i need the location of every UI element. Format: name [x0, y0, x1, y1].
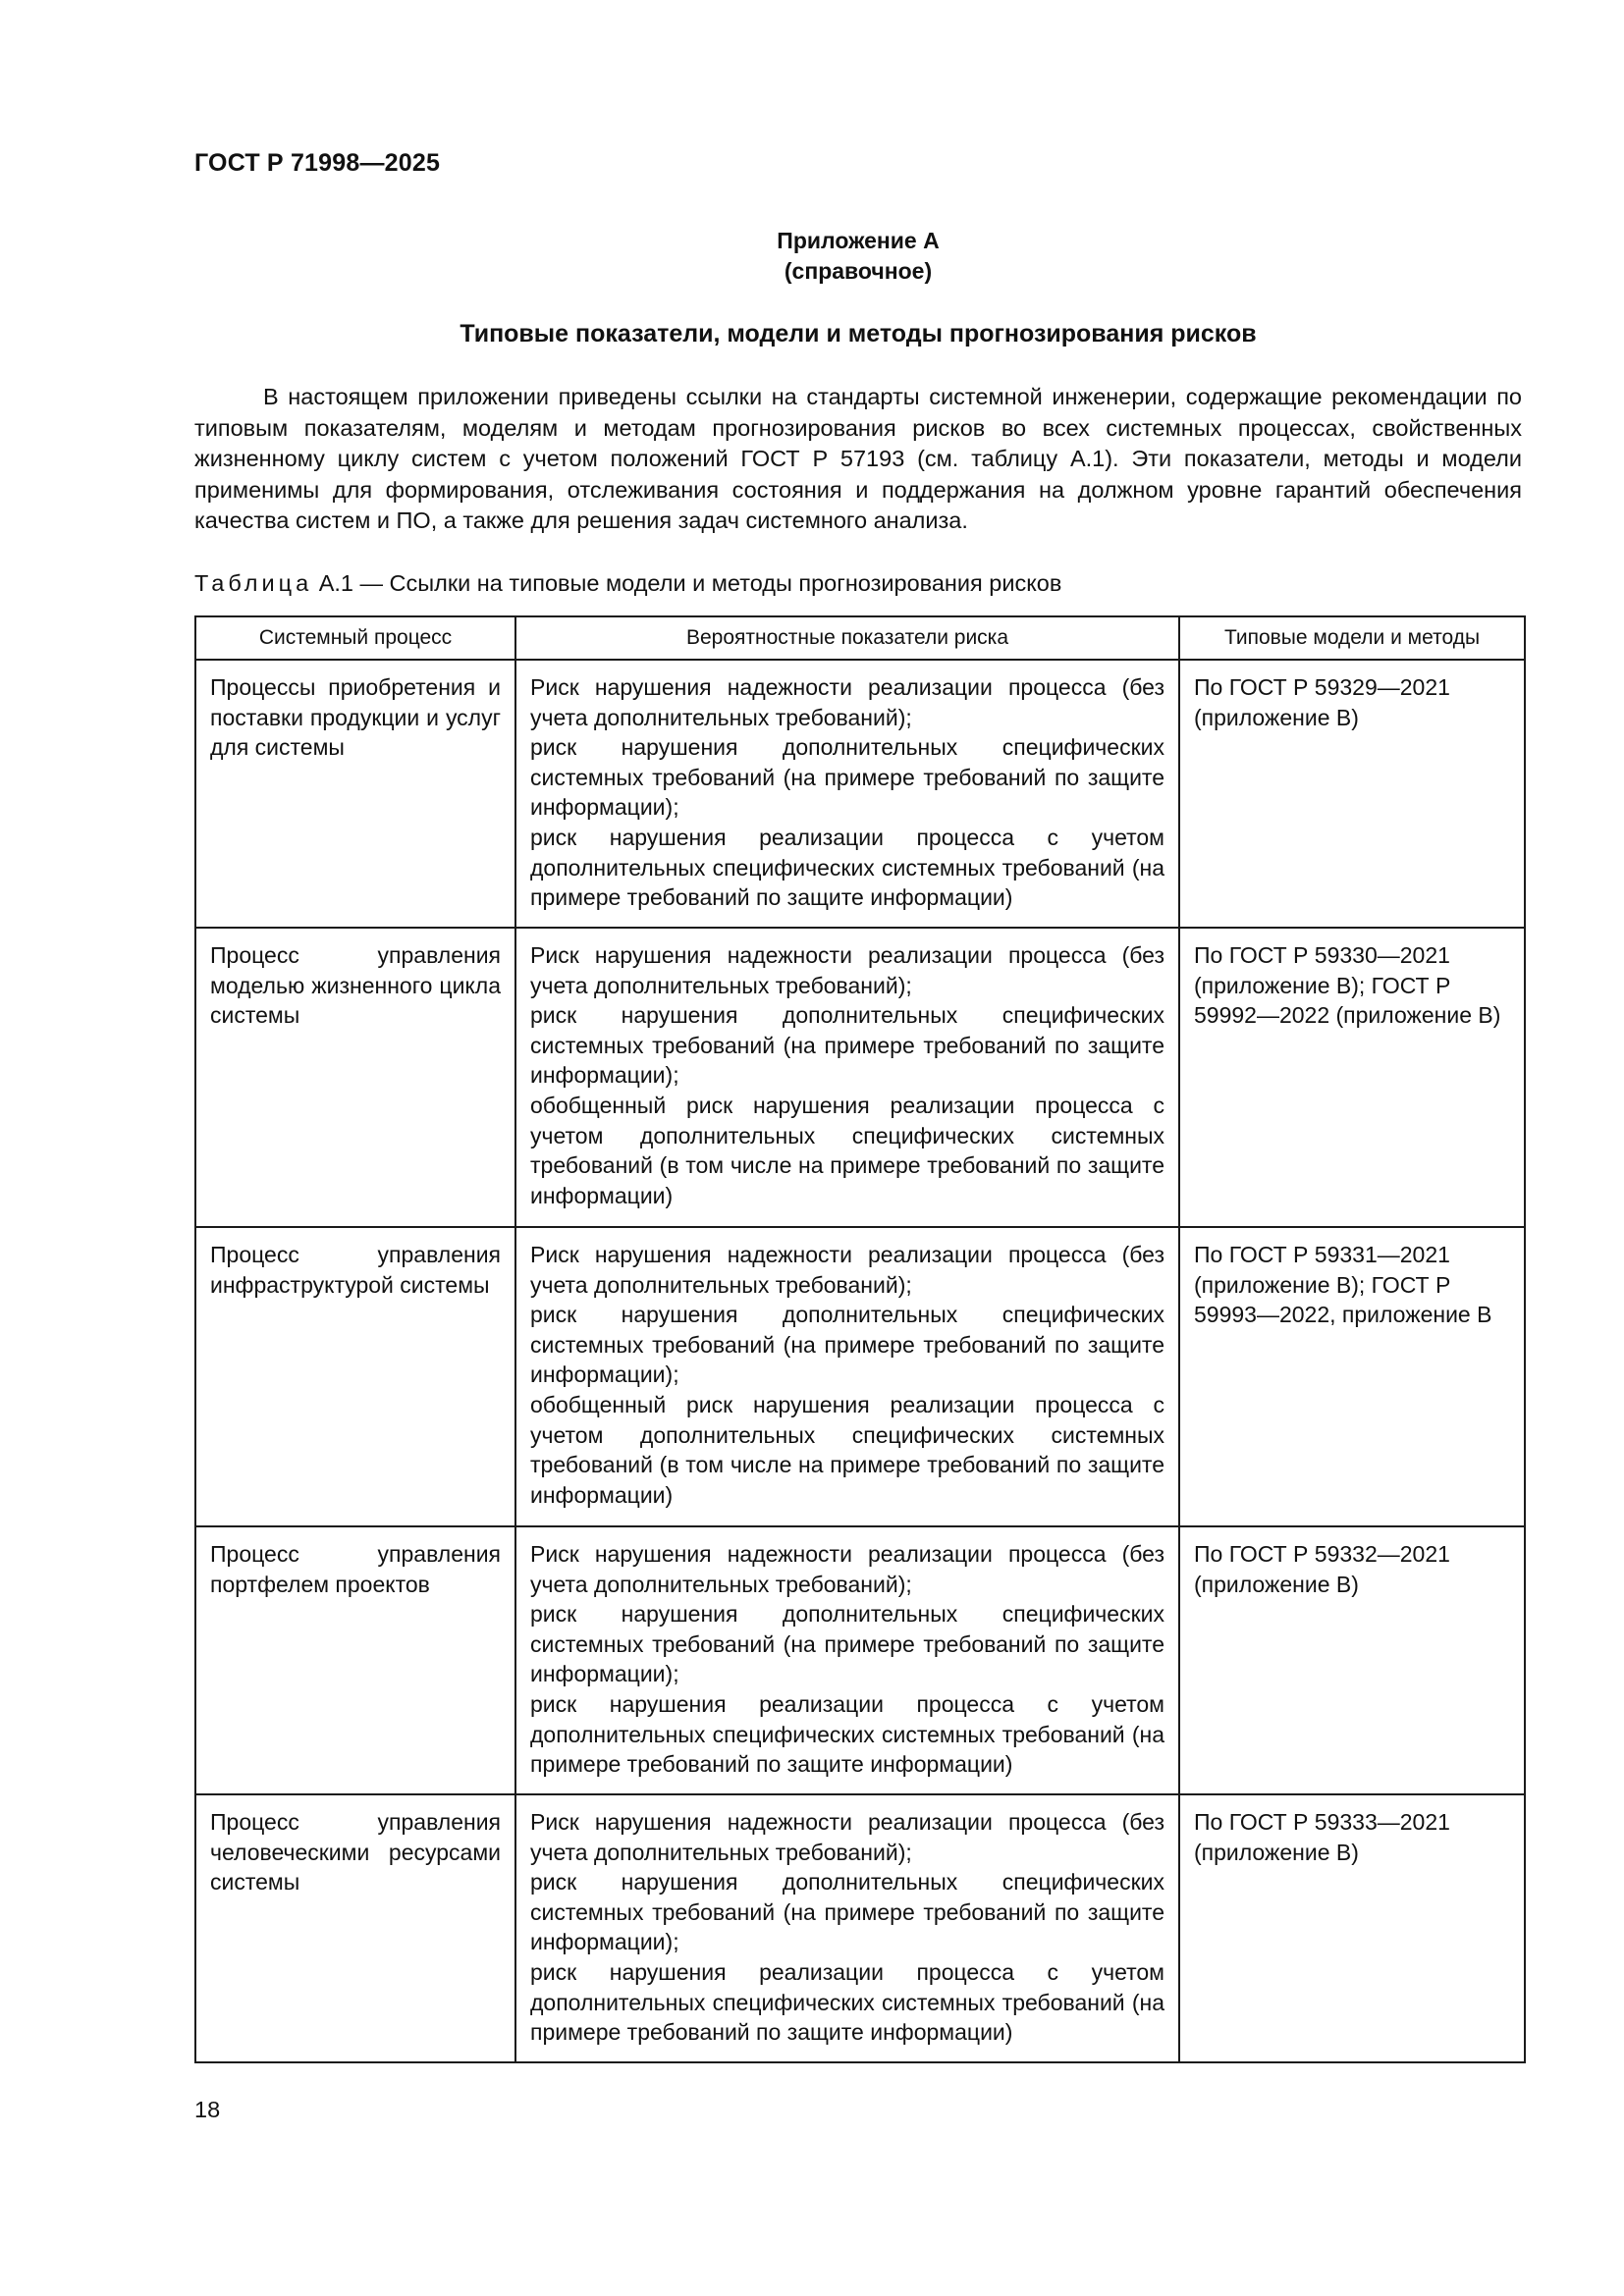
methods-cell: По ГОСТ Р 59332—2021 (приложение В)	[1179, 1526, 1525, 1794]
indicators-cell	[515, 928, 1179, 1227]
indicator-line: Риск нарушения надежности реализации процесса (без учета дополнительных требований);	[530, 674, 1164, 730]
appendix-heading: Типовые показатели, модели и методы прогнозирования рисков	[460, 320, 1257, 347]
indicator-line: Риск нарушения надежности реализации процесса (без учета дополнительных требований);	[530, 942, 1164, 998]
risk-references-table	[194, 615, 1526, 2063]
header-system-process: Системный процесс	[195, 616, 515, 660]
appendix-status: (справочное)	[784, 258, 933, 284]
indicator-line: риск нарушения реализации процесса с учетом дополнительных специфических системных требований (на примере требований по защите информации)	[530, 1958, 1164, 2046]
indicator-line: риск нарушения дополнительных специфических системных требований (на примере требований по защите информации);	[530, 734, 1164, 821]
methods-cell: По ГОСТ Р 59329—2021 (приложение В)	[1179, 660, 1525, 928]
indicator-line: Риск нарушения надежности реализации процесса (без учета дополнительных требований);	[530, 1541, 1164, 1597]
header-models-methods: Типовые модели и методы	[1179, 616, 1525, 660]
process-cell: Процесс управления человеческими ресурсами системы	[195, 1794, 515, 2062]
process-cell: Процесс управления портфелем проектов	[195, 1526, 515, 1794]
document-code: ГОСТ Р 71998—2025	[194, 149, 441, 177]
table-row	[195, 1526, 1525, 1794]
table-caption-text: А.1 — Ссылки на типовые модели и методы прогнозирования рисков	[318, 570, 1062, 596]
page-number: 18	[194, 2097, 221, 2122]
table-caption-label: Таблица	[194, 570, 313, 596]
table-header-row	[195, 616, 1525, 660]
indicator-line: риск нарушения дополнительных специфических системных требований (на примере требований по защите информации);	[530, 1302, 1164, 1388]
process-cell: Процесс управления инфраструктурой системы	[195, 1227, 515, 1526]
table-row	[195, 660, 1525, 928]
table-body	[195, 660, 1525, 2062]
header-risk-indicators: Вероятностные показатели риска	[515, 616, 1179, 660]
process-cell: Процессы приобретения и поставки продукции и услуг для системы	[195, 660, 515, 928]
indicators-cell	[515, 1526, 1179, 1794]
indicators-cell	[515, 1794, 1179, 2062]
indicator-line: Риск нарушения надежности реализации процесса (без учета дополнительных требований);	[530, 1809, 1164, 1865]
appendix-title: Приложение А	[777, 228, 940, 253]
indicator-line: риск нарушения дополнительных специфических системных требований (на примере требований по защите информации);	[530, 1002, 1164, 1089]
indicator-line: Риск нарушения надежности реализации процесса (без учета дополнительных требований);	[530, 1242, 1164, 1298]
methods-cell: По ГОСТ Р 59330—2021 (приложение В); ГОСТ Р 59992—2022 (приложение В)	[1179, 928, 1525, 1227]
methods-cell: По ГОСТ Р 59331—2021 (приложение В); ГОСТ Р 59993—2022, приложение В	[1179, 1227, 1525, 1526]
indicator-line: риск нарушения дополнительных специфических системных требований (на примере требований по защите информации);	[530, 1601, 1164, 1687]
indicator-line: риск нарушения реализации процесса с учетом дополнительных специфических системных требований (на примере требований по защите информации)	[530, 824, 1164, 911]
intro-paragraph: В настоящем приложении приведены ссылки на стандарты системной инженерии, содержащие рекомендации по типовым показателям, моделям и методам прогнозирования рисков во всех системных процессах, свойственных жизненному циклу систем с учетом положений ГОСТ Р 57193 (см. таблицу А.1). Эти показатели, методы и модели применимы для формирования, отслеживания состояния и поддержания на должном уровне гарантий обеспечения качества систем и ПО, а также для решения задач системного анализа.	[194, 384, 1522, 533]
indicator-line: риск нарушения реализации процесса с учетом дополнительных специфических системных требований (на примере требований по защите информации)	[530, 1690, 1164, 1778]
table-row	[195, 928, 1525, 1227]
indicator-line: обобщенный риск нарушения реализации процесса с учетом дополнительных специфических системных требований (в том числе на примере требований по защите информации)	[530, 1092, 1164, 1208]
process-cell: Процесс управления моделью жизненного цикла системы	[195, 928, 515, 1227]
indicator-line: риск нарушения дополнительных специфических системных требований (на примере требований по защите информации);	[530, 1869, 1164, 1955]
table-row	[195, 1227, 1525, 1526]
indicator-line: обобщенный риск нарушения реализации процесса с учетом дополнительных специфических системных требований (в том числе на примере требований по защите информации)	[530, 1391, 1164, 1508]
table-row	[195, 1794, 1525, 2062]
indicators-cell	[515, 1227, 1179, 1526]
methods-cell: По ГОСТ Р 59333—2021 (приложение В)	[1179, 1794, 1525, 2062]
table-caption	[194, 570, 1061, 597]
indicators-cell	[515, 660, 1179, 928]
